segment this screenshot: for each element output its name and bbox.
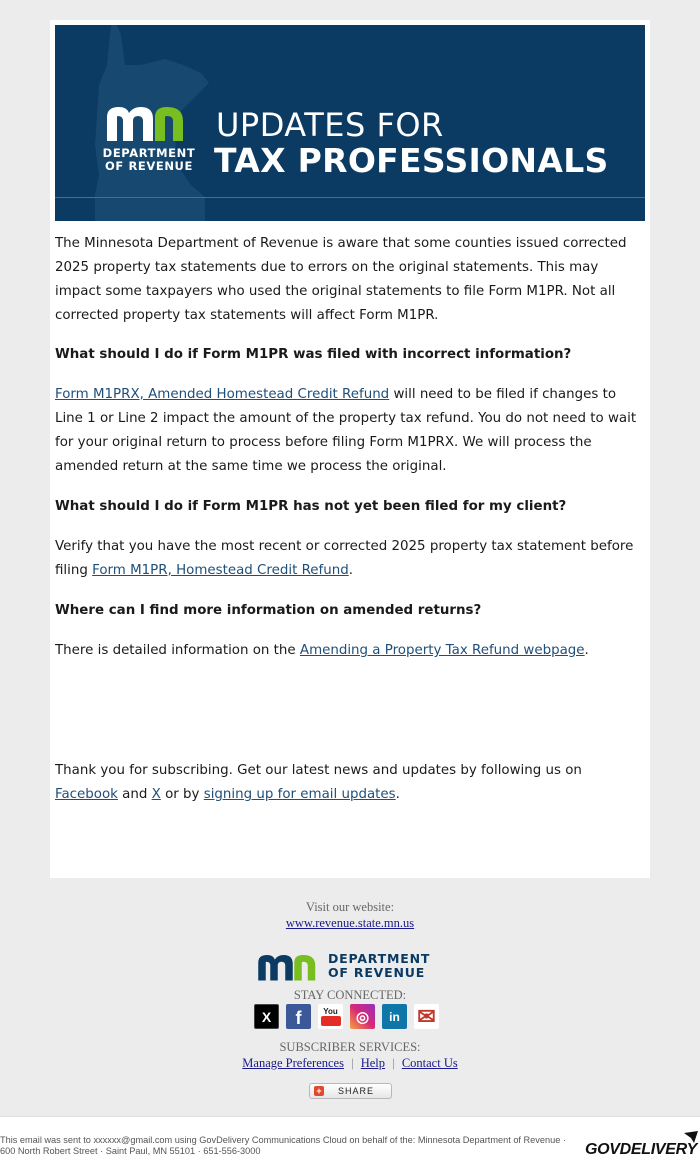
website-link[interactable]: www.revenue.state.mn.us (285, 916, 415, 930)
answer-1-text: will need to be filed if changes to Line 1 or Line 2 impact the amount of the property tax refund. You do not need to wait for your original return to process before filing Form M1PRX. We will process the amended return at the same time we process the original. (55, 387, 637, 474)
answer-3-end: . (584, 643, 589, 658)
question-2: What should I do if Form M1PR has not yet been filed for my client? (55, 499, 567, 514)
form-m1prx-link[interactable]: Form M1PRX, Amended Homestead Credit Refund (55, 387, 390, 402)
email-icon[interactable] (414, 1004, 439, 1029)
manage-preferences-link[interactable]: Manage Preferences (242, 1056, 344, 1070)
question-3: Where can I find more information on amended returns? (55, 603, 482, 618)
subscriber-links (0, 1056, 700, 1071)
dept-line-2: OF REVENUE (105, 159, 193, 173)
mn-logo-icon (105, 103, 191, 143)
footer-dept-line-1: DEPARTMENT (328, 951, 431, 966)
govdelivery-text: GOVDELIVERY (585, 1141, 697, 1158)
banner-rule (55, 197, 645, 198)
amending-webpage-link[interactable]: Amending a Property Tax Refund webpage (299, 643, 585, 658)
govdelivery-bar (0, 1116, 700, 1164)
thanks-paragraph (55, 759, 645, 807)
answer-3-text: There is detailed information on the (55, 643, 300, 658)
email-card (50, 20, 650, 878)
social-icons (254, 1004, 439, 1030)
header-banner (55, 25, 645, 221)
govdelivery-logo (585, 1141, 697, 1159)
email-glyph: ✉ (417, 1003, 436, 1029)
footer-dept-name (328, 952, 430, 980)
thanks-end: . (395, 787, 400, 802)
answer-2 (55, 535, 645, 583)
x-icon[interactable] (254, 1004, 279, 1029)
facebook-glyph: f (295, 1008, 302, 1028)
facebook-icon[interactable] (286, 1004, 311, 1029)
thanks-text: Thank you for subscribing. Get our latest news and updates by following us on (55, 763, 582, 778)
youtube-icon[interactable] (318, 1004, 343, 1029)
subscriber-services-label: SUBSCRIBER SERVICES: (279, 1040, 421, 1054)
instagram-glyph: ◎ (355, 1008, 370, 1026)
banner-title-line-1: UPDATES FOR (216, 106, 444, 144)
separator-1: | (351, 1056, 354, 1070)
answer-2-end: . (348, 563, 353, 578)
youtube-glyph: You (323, 1007, 338, 1016)
answer-2-text: Verify that you have the most recent or corrected 2025 property tax statement before filing (55, 539, 634, 578)
help-link[interactable]: Help (360, 1056, 386, 1070)
answer-1 (55, 383, 645, 479)
legal-notice: This email was sent to xxxxxx@gmail.com using GovDelivery Communications Cloud on behalf of the: Minnesota Department of Revenue · 600 North Robert Street · Saint Paul, MN 55101 · 651-556-3000 (0, 1135, 566, 1156)
share-plus-icon: + (314, 1086, 324, 1096)
contact-us-link[interactable]: Contact Us (401, 1056, 458, 1070)
question-1: What should I do if Form M1PR was filed with incorrect information? (55, 347, 572, 362)
x-link[interactable]: X (151, 787, 161, 802)
dept-line-1: DEPARTMENT (102, 146, 196, 160)
instagram-icon[interactable] (350, 1004, 375, 1029)
and-text: and (117, 787, 152, 802)
linkedin-icon[interactable] (382, 1004, 407, 1029)
stay-connected-label: STAY CONNECTED: (293, 988, 407, 1002)
visit-label: Visit our website: (305, 900, 395, 914)
intro-paragraph: The Minnesota Department of Revenue is aware that some counties issued corrected 2025 property tax statements due to errors on the original statements. This may impact some taxpayers who used the original statements to file Form M1PR. Not all corrected property tax statements will affect Form M1PR. (55, 236, 627, 323)
form-m1pr-link[interactable]: Form M1PR, Homestead Credit Refund (92, 563, 349, 578)
or-text: or by (160, 787, 204, 802)
footer-dept-line-2: OF REVENUE (328, 965, 426, 980)
answer-3 (55, 639, 645, 663)
govdelivery-envelope-icon (684, 1131, 698, 1143)
email-signup-link[interactable]: signing up for email updates (203, 787, 396, 802)
separator-2: | (392, 1056, 395, 1070)
share-button[interactable] (309, 1083, 392, 1099)
footer-mn-logo-icon (254, 952, 324, 982)
facebook-link[interactable]: Facebook (55, 787, 118, 802)
linkedin-glyph: in (389, 1009, 400, 1024)
share-label: SHARE (338, 1086, 375, 1096)
x-glyph: X (261, 1008, 272, 1025)
youtube-red-block (321, 1016, 341, 1026)
banner-title-line-2: TAX PROFESSIONALS (214, 141, 609, 180)
